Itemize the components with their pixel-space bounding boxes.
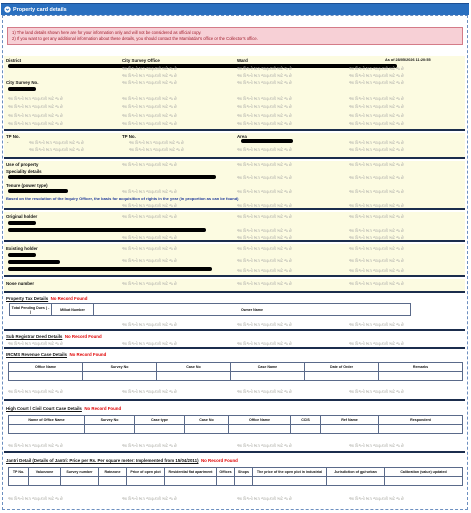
table-cell	[321, 425, 379, 434]
watermark-text: આ વિગતો માત્ર જાણકારી માટે જ છે	[8, 96, 63, 101]
column-header: Survey No	[83, 363, 157, 372]
column-header: Valuezone	[29, 468, 61, 477]
watermark-text: આ વિગતો માત્ર જાણકારી માટે જ છે	[122, 389, 177, 394]
column-header: Survey No	[85, 416, 135, 425]
column-header: Name of Office Name	[9, 416, 85, 425]
watermark-text: આ વિગતો માત્ર જાણકારી માટે જ છે	[122, 322, 177, 327]
column-header: Case No	[185, 416, 229, 425]
watermark-text: આ વિગતો માત્ર જાણકારી માટે જ છે	[237, 258, 292, 263]
window-titlebar	[1, 3, 469, 15]
watermark-text: આ વિગતો માત્ર જાણકારી માટે જ છે	[237, 203, 292, 208]
property-tax-section	[4, 295, 465, 331]
ircms-section	[4, 351, 465, 401]
watermark-text: આ વિગતો માત્ર જાણકારી માટે જ છે	[349, 281, 404, 286]
watermark-text: આ વિગતો માત્ર જાણકારી માટે જ છે	[8, 121, 63, 126]
watermark-text: આ વિગતો માત્ર જાણકારી માટે જ છે	[122, 443, 177, 448]
table-cell	[379, 372, 463, 381]
sub-registrar-heading	[6, 334, 102, 339]
column-header: Respondent	[379, 416, 463, 425]
tp-section	[4, 133, 465, 159]
watermark-text: આ વિગતો માત્ર જાણકારી માટે જ છે	[349, 140, 404, 145]
table-cell	[253, 477, 327, 486]
table-cell	[217, 477, 235, 486]
watermark-text: આ વિગતો માત્ર જાણકારી માટે જ છે	[122, 113, 177, 118]
watermark-text: આ વિગતો માત્ર જાણકારી માટે જ છે	[237, 80, 292, 85]
watermark-text: આ વિગતો માત્ર જાણકારી માટે જ છે	[122, 341, 177, 346]
sub-registrar-section	[4, 333, 465, 349]
watermark-text: આ વિગતો માત્ર જાણકારી માટે જ છે	[122, 73, 177, 78]
watermark-text: આ વિગતો માત્ર જાણકારી માટે જ છે	[8, 443, 63, 448]
tenure-label: Tenure (power type)	[6, 183, 48, 188]
watermark-text: આ વિગતો માત્ર જાણકારી માટે જ છે	[237, 162, 292, 167]
table-cell	[61, 477, 99, 486]
watermark-text: આ વિગતો માત્ર જાણકારી માટે જ છે	[349, 73, 404, 78]
watermark-text: આ વિગતો માત્ર જાણકારી માટે જ છે	[8, 389, 63, 394]
table-cell	[9, 425, 85, 434]
watermark-text: આ વિગતો માત્ર જાણકારી માટે જ છે	[237, 113, 292, 118]
watermark-text: આ વિગતો માત્ર જાણકારી માટે જ છે	[349, 228, 404, 233]
column-header: Ref Name	[321, 416, 379, 425]
watermark-text: આ વિગતો માત્ર જાણકારી માટે જ છે	[349, 189, 404, 194]
watermark-text: આ વિગતો માત્ર જાણકારી માટે જ છે	[129, 147, 184, 152]
column-header: Date of Order	[305, 363, 379, 372]
column-header: Jurisdiction of gp/rurban	[327, 468, 385, 477]
table-cell	[231, 372, 305, 381]
column-header: Owner Name	[94, 304, 411, 316]
column-header: Case Name	[231, 363, 305, 372]
watermark-text: આ વિગતો માત્ર જાણકારી માટે જ છે	[122, 246, 177, 251]
watermark-text: આ વિગતો માત્ર જાણકારી માટે જ છે	[349, 443, 404, 448]
watermark-text: આ વિગતો માત્ર જાણકારી માટે જ છે	[122, 189, 177, 194]
tp-value: -	[7, 140, 9, 145]
watermark-text: આ વિગતો માત્ર જાણકારી માટે જ છે	[8, 341, 63, 346]
column-header: Case No	[157, 363, 231, 372]
redacted-survey-no	[8, 87, 36, 91]
watermark-text: આ વિગતો માત્ર જાણકારી માટે જ છે	[349, 246, 404, 251]
location-section	[4, 56, 465, 131]
rights-note: Based on the resolution of the Inquiry Officer, the basis for acquisition of rights in the year (in proportion as can be found)	[6, 196, 239, 201]
redacted-original-1	[8, 221, 36, 225]
watermark-text: આ વિગતો માત્ર જાણકારી માટે જ છે	[237, 228, 292, 233]
original-holder-label: Original holder	[6, 214, 38, 219]
watermark-text: આ વિગતો માત્ર જાણકારી માટે જ છે	[349, 203, 404, 208]
watermark-text: આ વિગતો માત્ર જાણકારી માટે જ છે	[8, 496, 63, 501]
use-section	[4, 161, 465, 210]
table-cell	[29, 477, 61, 486]
tp-no-label: TP No.	[6, 134, 20, 139]
redacted-existing-1	[8, 253, 36, 257]
property-tax-table	[9, 303, 411, 316]
column-header: Residential flat apartment	[165, 468, 217, 477]
jantri-heading	[6, 458, 238, 463]
table-cell	[305, 372, 379, 381]
existing-holder-label: Existing holder	[6, 246, 38, 251]
redacted-original-2	[8, 228, 206, 232]
watermark-text: આ વિગતો માત્ર જાણકારી માટે જ છે	[237, 235, 292, 240]
watermark-text: આ વિગતો માત્ર જાણકારી માટે જ છે	[237, 147, 292, 152]
area-label: Area	[237, 134, 247, 139]
column-header: Remarks	[379, 363, 463, 372]
table-cell	[85, 425, 135, 434]
redacted-area	[241, 139, 293, 143]
watermark-text: આ વિગતો માત્ર જાણકારી માટે જ છે	[349, 113, 404, 118]
watermark-text: આ વિગતો માત્ર જાણકારી માટે જ છે	[237, 496, 292, 501]
column-header: Total Pending Dues ( - )	[10, 304, 52, 316]
high-court-title[interactable]: High Court / Civil Court Case Details	[6, 406, 82, 411]
watermark-text: આ વિગતો માત્ર જાણકારી માટે જ છે	[122, 162, 177, 167]
column-header: Milkat Number	[52, 304, 94, 316]
use-label: Use of property	[6, 162, 39, 167]
watermark-text: આ વિગતો માત્ર જાણકારી માટે જ છે	[122, 203, 177, 208]
watermark-text: આ વિગતો માત્ર જાણકારી માટે જ છે	[349, 162, 404, 167]
high-court-section	[4, 403, 465, 453]
table-cell	[135, 425, 185, 434]
redacted-district	[8, 64, 397, 68]
watermark-text: આ વિગતો માત્ર જાણકારી માટે જ છે	[122, 258, 177, 263]
watermark-text: આ વિગતો માત્ર જાણકારી માટે જ છે	[237, 322, 292, 327]
watermark-text: આ વિગતો માત્ર જાણકારી માટે જ છે	[237, 443, 292, 448]
column-header: Offices	[217, 468, 235, 477]
nose-number-section	[4, 279, 465, 293]
watermark-text: આ વિગતો માત્ર જાણકારી માટે જ છે	[349, 80, 404, 85]
high-court-table	[8, 415, 463, 434]
watermark-text: આ વિગતો માત્ર જાણકારી માટે જ છે	[349, 147, 404, 152]
speciality-label: Speciality details	[6, 169, 42, 174]
survey-office-label: City Survey Office	[122, 58, 160, 63]
table-cell	[83, 372, 157, 381]
ward-label: Ward	[237, 58, 248, 63]
watermark-text: આ વિગતો માત્ર જાણકારી માટે જ છે	[349, 175, 404, 180]
watermark-text: આ વિગતો માત્ર જાણકારી માટે જ છે	[237, 175, 292, 180]
ircms-status: No Record Found	[69, 352, 107, 357]
table-cell	[9, 372, 83, 381]
existing-holder-section	[4, 244, 465, 277]
jantri-status: No Record Found	[200, 458, 238, 463]
table-cell	[165, 477, 217, 486]
watermark-text: આ વિગતો માત્ર જાણકારી માટે જ છે	[237, 121, 292, 126]
watermark-text: આ વિગતો માત્ર જાણકારી માટે જ છે	[349, 121, 404, 126]
column-header: Ratezone	[99, 468, 127, 477]
watermark-text: આ વિગતો માત્ર જાણકારી માટે જ છે	[237, 341, 292, 346]
watermark-text: આ વિગતો માત્ર જાણકારી માટે જ છે	[237, 246, 292, 251]
watermark-text: આ વિગતો માત્ર જાણકારી માટે જ છે	[237, 96, 292, 101]
column-header: TP No.	[9, 468, 29, 477]
ircms-heading	[6, 352, 106, 357]
watermark-text: આ વિગતો માત્ર જાણકારી માટે જ છે	[349, 341, 404, 346]
watermark-text: આ વિગતો માત્ર જાણકારી માટે જ છે	[349, 258, 404, 263]
property-tax-title[interactable]: Property Tax Details	[6, 296, 49, 301]
watermark-text: આ વિગતો માત્ર જાણકારી માટે જ છે	[122, 66, 177, 71]
watermark-text: આ વિગતો માત્ર જાણકારી માટે જ છે	[122, 80, 177, 85]
watermark-text: આ વિગતો માત્ર જાણકારી માટે જ છે	[122, 281, 177, 286]
watermark-text: આ વિગતો માત્ર જાણકારી માટે જ છે	[237, 104, 292, 109]
notice-line-1: 1) The land details shown here are for your information only and will not be considered as official copy.	[12, 30, 202, 35]
property-tax-heading	[6, 296, 87, 301]
column-header: The price of the open plot in industrial	[253, 468, 327, 477]
watermark-text: આ વિગતો માત્ર જાણકારી માટે જ છે	[122, 104, 177, 109]
column-header: CCIS	[291, 416, 321, 425]
table-cell	[291, 425, 321, 434]
watermark-text: આ વિગતો માત્ર જાણકારી માટે જ છે	[122, 235, 177, 240]
watermark-text: આ વિગતો માત્ર જાણકારી માટે જ છે	[349, 214, 404, 219]
table-cell	[229, 425, 291, 434]
watermark-text: આ વિગતો માત્ર જાણકારી માટે જ છે	[349, 322, 404, 327]
sub-registrar-status: No Record Found	[64, 334, 102, 339]
table-cell	[235, 477, 253, 486]
watermark-text: આ વિગતો માત્ર જાણકારી માટે જ છે	[349, 496, 404, 501]
watermark-text: આ વિગતો માત્ર જાણકારી માટે જ છે	[237, 281, 292, 286]
window-title: Property card details	[13, 6, 67, 13]
original-holder-section	[4, 212, 465, 242]
high-court-heading	[6, 406, 121, 411]
column-header: Price of open plot	[127, 468, 165, 477]
jantri-section	[4, 455, 465, 507]
redacted-existing-3	[8, 267, 212, 271]
survey-no-label: City Survey No.	[6, 80, 39, 85]
watermark-text: આ વિગતો માત્ર જાણકારી માટે જ છે	[237, 268, 292, 273]
redacted-speciality	[8, 175, 216, 179]
watermark-text: આ વિગતો માત્ર જાણકારી માટે જ છે	[349, 104, 404, 109]
column-header: Shops	[235, 468, 253, 477]
table-cell	[127, 477, 165, 486]
column-header: Office Name	[9, 363, 83, 372]
table-cell	[379, 425, 463, 434]
jantri-table	[8, 467, 463, 486]
redacted-tenure	[8, 189, 68, 193]
fp-no-label: TP No.	[122, 134, 136, 139]
column-header: Survey number	[61, 468, 99, 477]
ircms-table	[8, 362, 463, 381]
timestamp: As of 28/05/2026 11:20:55	[385, 58, 431, 62]
watermark-text: આ વિગતો માત્ર જાણકારી માટે જ છે	[349, 268, 404, 273]
ircms-title[interactable]: IRCMS Revenue Case Details	[6, 352, 68, 357]
table-cell	[385, 477, 463, 486]
notice-line-2: 2) If you want to get any additional information about these details, you should contact the Mamlatdar's office or the Collector's office.	[12, 35, 258, 41]
watermark-text: આ વિગતો માત્ર જાણકારી માટે જ છે	[8, 104, 63, 109]
column-header: Calibration (value) updated	[385, 468, 463, 477]
watermark-text: આ વિગતો માત્ર જાણકારી માટે જ છે	[237, 214, 292, 219]
watermark-text: આ વિગતો માત્ર જાણકારી માટે જ છે	[349, 96, 404, 101]
property-tax-status: No Record Found	[50, 296, 88, 301]
column-header: Case type	[135, 416, 185, 425]
watermark-text: આ વિગતો માત્ર જાણકારી માટે જ છે	[237, 389, 292, 394]
jantri-title[interactable]: Jantri Detail (Details of Jantri: Price per Rs. Per square meter: Implemented from 15/04/2011)	[6, 458, 199, 463]
table-cell	[185, 425, 229, 434]
watermark-text: આ વિગતો માત્ર જાણકારી માટે જ છે	[349, 389, 404, 394]
watermark-text: આ વિગતો માત્ર જાણકારી માટે જ છે	[122, 496, 177, 501]
table-cell	[9, 477, 29, 486]
watermark-text: આ વિગતો માત્ર જાણકારી માટે જ છે	[29, 140, 84, 145]
watermark-text: આ વિગતો માત્ર જાણકારી માટે જ છે	[349, 235, 404, 240]
redacted-existing-2	[8, 260, 60, 264]
watermark-text: આ વિગતો માત્ર જાણકારી માટે જ છે	[237, 66, 292, 71]
watermark-text: આ વિગતો માત્ર જાણકારી માટે જ છે	[122, 214, 177, 219]
column-header: Office Name	[229, 416, 291, 425]
sub-registrar-title[interactable]: Sub Registrar Deed Details	[6, 334, 63, 339]
watermark-text: આ વિગતો માત્ર જાણકારી માટે જ છે	[8, 113, 63, 118]
disclaimer-notice	[7, 27, 463, 45]
watermark-text: આ વિગતો માત્ર જાણકારી માટે જ છે	[237, 189, 292, 194]
table-cell	[157, 372, 231, 381]
nose-number-label: Nose number	[6, 281, 35, 286]
watermark-text: આ વિગતો માત્ર જાણકારી માટે જ છે	[122, 96, 177, 101]
district-label: District	[6, 58, 22, 63]
high-court-status: No Record Found	[84, 406, 122, 411]
table-cell	[99, 477, 127, 486]
watermark-text: આ વિગતો માત્ર જાણકારી માટે જ છે	[122, 121, 177, 126]
collapse-chevron-icon[interactable]	[4, 6, 11, 13]
watermark-text: આ વિગતો માત્ર જાણકારી માટે જ છે	[349, 66, 404, 71]
watermark-text: આ વિગતો માત્ર જાણકારી માટે જ છે	[29, 147, 84, 152]
watermark-text: આ વિગતો માત્ર જાણકારી માટે જ છે	[237, 73, 292, 78]
table-cell	[327, 477, 385, 486]
watermark-text: આ વિગતો માત્ર જાણકારી માટે જ છે	[129, 140, 184, 145]
